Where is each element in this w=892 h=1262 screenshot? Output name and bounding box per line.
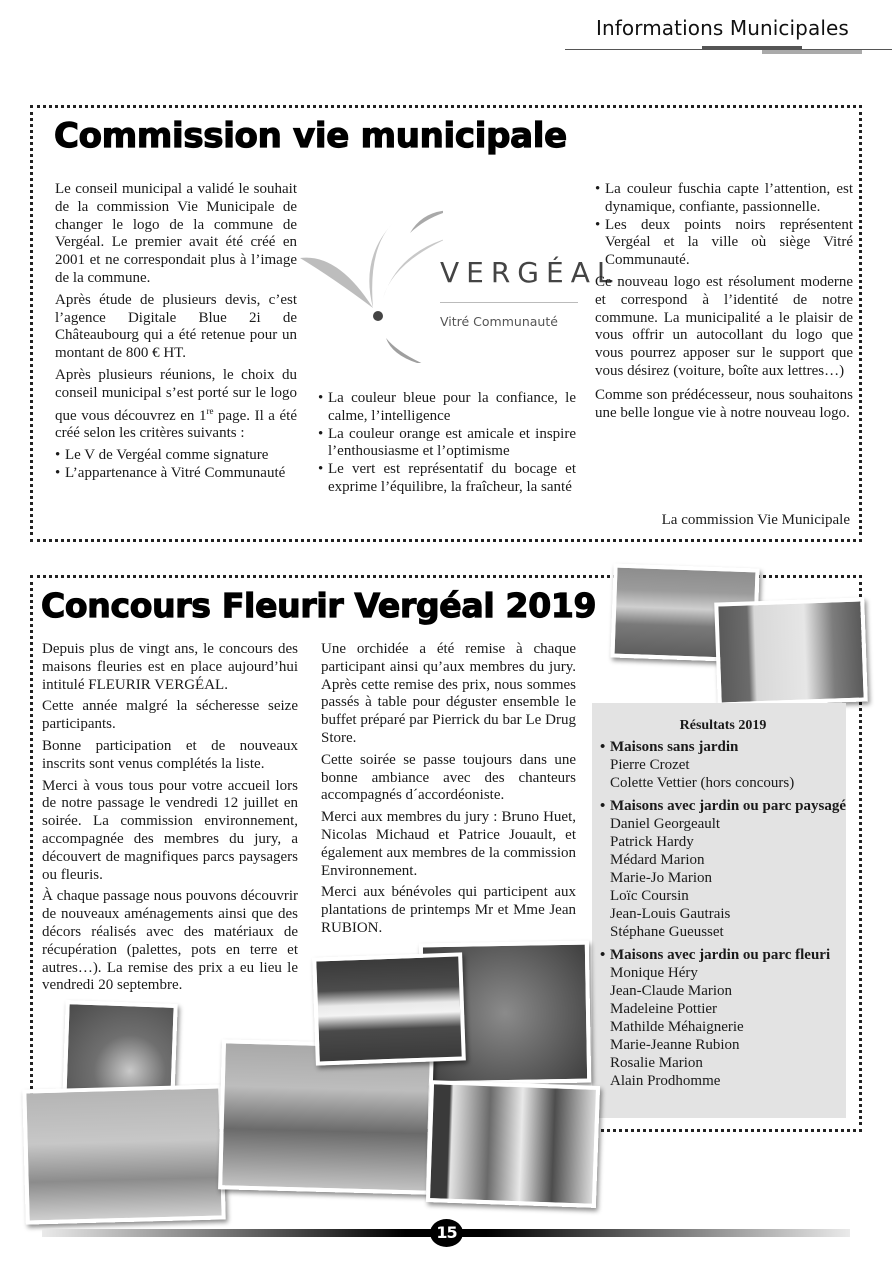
winner-name: Mathilde Méhaignerie [610, 1019, 744, 1035]
house-bush-photo [426, 1080, 600, 1208]
concours-title: Concours Fleurir Vergéal 2019 [41, 586, 597, 625]
winner-name: Madeleine Pottier [610, 1001, 718, 1017]
category-name: • Maisons sans jardin [600, 738, 846, 756]
winner-name: Médard Marion [610, 852, 705, 868]
winner-name: Alain Prodhomme [610, 1073, 721, 1089]
logo-wordmark: VERGÉAL [440, 256, 620, 289]
list-item: • La couleur fuschia capte l’attention, est dynamique, confiante, passionnelle. [595, 181, 853, 217]
paragraph: Après étude de plusieurs devis, c’est l’agence Digitale Blue 2i de Châteaubourg qui a été retenue pour un montant de 800 € HT. [55, 291, 297, 362]
paragraph: Merci à vous tous pour votre accueil lors de notre passage le vendredi 12 juillet en soirée. La commission environnement, accompagnée des membres du jury, a découvert de magnifiques parcs paysagers ou fleuris. [42, 777, 298, 883]
winner-name: Jean-Claude Marion [610, 983, 733, 999]
category-name: • Maisons avec jardin ou parc paysagé [600, 797, 846, 815]
list-item: • La couleur orange est amicale et inspire l’enthousiasme et l’optimisme [318, 426, 576, 462]
winner-name: Pierre Crozet [610, 757, 690, 773]
header-accent-bar-light [762, 50, 862, 54]
commission-signature: La commission Vie Municipale [661, 512, 850, 528]
winner-name: Jean-Louis Gautrais [610, 906, 731, 922]
results-title: Résultats 2019 [679, 718, 767, 733]
winner-name: Patrick Hardy [610, 834, 694, 850]
results-category [600, 738, 846, 792]
house-flowers-photo [714, 597, 868, 706]
award-ceremony-photo [22, 1084, 225, 1224]
category-name: • Maisons avec jardin ou parc fleuri [600, 946, 846, 964]
list-item: • L’appartenance à Vitré Communauté [55, 465, 297, 483]
page-number: 15 [430, 1219, 463, 1247]
paragraph: À chaque passage nous pouvons découvrir de nouveaux aménagements ainsi que des décors réalisés avec des matériaux de récupération (palettes, pots en terre et autres…). La remise des prix a eu lieu le vendredi 20 septembre. [42, 888, 298, 994]
colors-list [318, 390, 576, 497]
paragraph: Comme son prédécesseur, nous souhaitons une belle longue vie à notre nouveau logo. [595, 386, 853, 421]
paragraph: Une orchidée a été remise à chaque participant ainsi qu’aux membres du jury. Après cette remise des prix, nous sommes passés à table pour déguster ensemble le buffet préparé par Pierrick du bar Le Drug Store. [321, 641, 576, 746]
paragraph: Après plusieurs réunions, le choix du conseil municipal s’est porté sur le logo que vous découvrez en 1re page. Il a été créé selon les critères suivants : [55, 366, 297, 442]
winner-name: Stéphane Gueusset [610, 924, 724, 940]
paragraph: Cette soirée se passe toujours dans une bonne ambiance avec des chanteurs accompagnés d´accordéoniste. [321, 751, 576, 804]
winner-name: Daniel Georgeault [610, 816, 721, 832]
paragraph: Merci aux membres du jury : Bruno Huet, Nicolas Michaud et Patrice Jouault, et également aux membres de la commission Environnement. [321, 809, 576, 879]
list-item: • Le V de Vergéal comme signature [55, 447, 297, 465]
bench-decor-photo [312, 952, 466, 1065]
logo-subtitle: Vitré Communauté [440, 314, 558, 329]
leaf-v-icon [298, 198, 443, 363]
commission-column-1 [55, 181, 297, 483]
winner-name: Rosalie Marion [610, 1055, 703, 1071]
results-category [600, 797, 846, 941]
winner-name: Marie-Jeanne Rubion [610, 1037, 740, 1053]
concours-column-1 [42, 641, 298, 999]
results-category [600, 946, 846, 1090]
paragraph: Bonne participation et de nouveaux inscrits sont venus complétés la liste. [42, 737, 298, 772]
vergeal-logo [298, 198, 620, 363]
list-item: • La couleur bleue pour la confiance, le calme, l’intelligence [318, 390, 576, 426]
colors-list-continued [595, 181, 853, 270]
winner-name: Loïc Coursin [610, 888, 689, 904]
list-item: • Les deux points noirs représentent Vergéal et la ville où siège Vitré Communauté. [595, 217, 853, 270]
logo-divider [440, 302, 578, 303]
commission-column-3 [595, 181, 853, 426]
list-item: • Le vert est représentatif du bocage et exprime l’équilibre, la fraîcheur, la santé [318, 461, 576, 497]
commission-title: Commission vie municipale [54, 116, 567, 156]
commission-column-2 [318, 390, 576, 497]
winner-name: Monique Héry [610, 965, 698, 981]
paragraph: Depuis plus de vingt ans, le concours des maisons fleuries est en place aujourd’hui intitulé FLEURIR VERGÉAL. [42, 641, 298, 693]
results-box [592, 703, 846, 1118]
concours-column-2 [321, 641, 576, 942]
paragraph: Le conseil municipal a validé le souhait de la commission Vie Municipale de changer le logo de la commune de Vergéal. Le premier avait été créé en 2001 et ne correspondait plus à l’image de la commune. [55, 181, 297, 286]
criteria-list [55, 447, 297, 483]
paragraph: Cette année malgré la sécheresse seize participants. [42, 698, 298, 733]
paragraph: Ce nouveau logo est résolument moderne et correspond à l’identité de notre commune. La municipalité a le plaisir de vous offrir un autocollant du logo que vous pourrez apposer sur le support que vous désirez (voiture, boîte aux lettres…) [595, 273, 853, 379]
paragraph: Merci aux bénévoles qui participent aux plantations de printemps Mr et Mme Jean RUBION. [321, 884, 576, 936]
winner-name: Colette Vettier (hors concours) [610, 775, 795, 791]
section-header-title: Informations Municipales [596, 16, 849, 40]
winner-name: Marie-Jo Marion [610, 870, 713, 886]
